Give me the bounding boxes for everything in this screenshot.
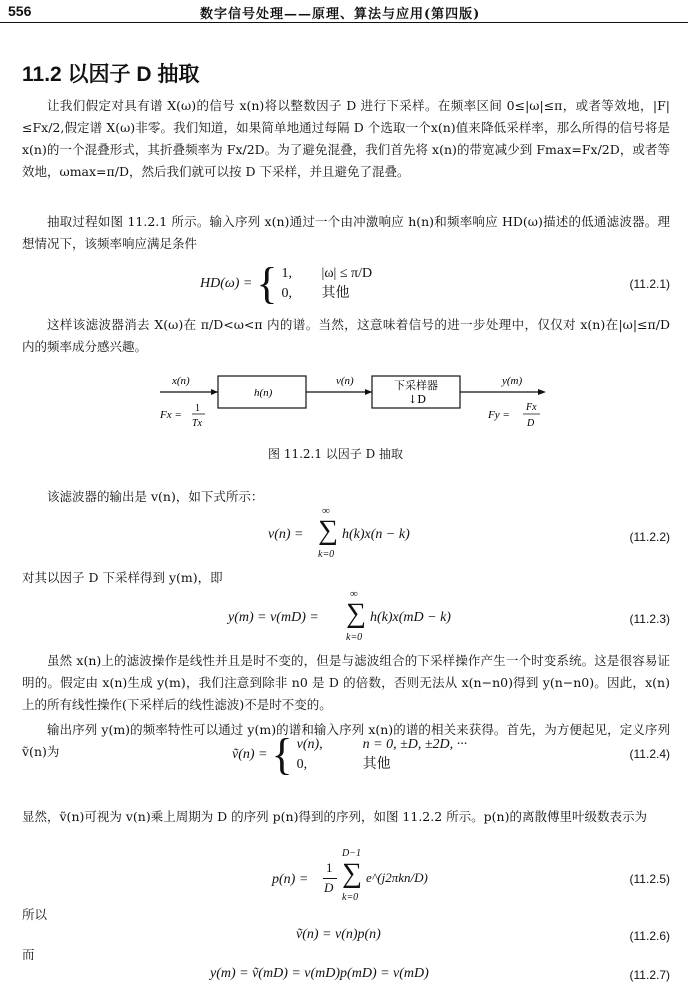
eq5-body: e^(j2πkn/D) <box>366 870 428 885</box>
equation-11-2-3 <box>228 590 508 642</box>
eq5-frac-den: D <box>324 880 334 895</box>
equation-11-2-4 <box>232 730 468 779</box>
eq5-sum-top: D−1 <box>342 848 361 859</box>
eq4-brace: { <box>271 730 293 779</box>
fig-fx-num: 1 <box>195 403 200 414</box>
eq2-body: h(k)x(n − k) <box>342 527 410 542</box>
eq5-sum-bottom: k=0 <box>342 892 359 903</box>
header-rule <box>0 22 688 23</box>
eq5-frac-bar <box>323 878 337 879</box>
eq5-lhs: p(n) = <box>272 872 309 887</box>
arrowhead-2 <box>365 389 372 395</box>
fig-fx-den: Tx <box>192 418 202 429</box>
paragraph-filter-output: 该滤波器的输出是 v(n)，如下式所示： <box>47 489 264 504</box>
fig-fy-label: Fy = <box>488 409 510 421</box>
page-number: 556 <box>8 3 32 19</box>
arrowhead-1 <box>211 389 218 395</box>
paragraph-filter-effect: 这样该滤波器消去 X(ω)在 π/D<ω<π 内的谱。当然，这意味着信号的进一步处理中，仅仅对 x(n)在|ω|≤π/D 内的频率成分感兴趣。 <box>22 317 670 354</box>
running-header-title: 数字信号处理——原理、算法与应用(第四版) <box>200 7 481 22</box>
eq5-sigma: ∑ <box>342 858 362 889</box>
equation-11-2-7: y(m) = ṽ(mD) = v(mD)p(mD) = v(mD) <box>210 966 429 981</box>
fig-fy-den: D <box>527 418 535 429</box>
equation-number: (11.2.2) <box>629 530 670 544</box>
eq3-lhs: y(m) = v(mD) = <box>228 610 319 625</box>
equation-number: (11.2.3) <box>629 612 670 626</box>
eq3-sum-bottom: k=0 <box>346 632 363 643</box>
section-title: 11.2 以因子 D 抽取 <box>22 63 200 86</box>
figure-caption: 图 11.2.1 以因子 D 抽取 <box>268 447 404 461</box>
eq1-cond2: 其他 <box>321 286 350 301</box>
arrowhead-3 <box>538 389 546 395</box>
paragraph-intro: 让我们假定对具有谱 X(ω)的信号 x(n)将以整数因子 D 进行下采样。在频率区间 0≤|ω|≤π，或者等效地，|F|≤Fx/2,假定谱 X(ω)非零。我们知道，如果简单地通过每隔 D 个选取一个x(n)值来降低采样率，那么所得的信号将是 x(n)的一个混叠形式，其折叠频率为 Fx/2D。为了避免混叠，我们首先将 x(n)的带宽减少到 Fmax=Fx/2D，或者等效地，ωmax=π/D，然后我们就可以按 D 下采样，并且避免了混叠。 <box>22 98 670 179</box>
eq3-sigma: ∑ <box>346 598 366 629</box>
eq2-lhs: v(n) = <box>268 527 304 542</box>
fig-downsampler-factor: ↓D <box>408 393 427 406</box>
eq1-case2: 0, <box>281 286 293 301</box>
fig-downsampler-label: 下采样器 <box>394 379 438 392</box>
eq1-lhs: HD(ω) = <box>200 276 253 291</box>
paragraph-frequency-characteristics: 输出序列 y(m)的频率特性可以通过 y(m)的谱和输入序列 x(n)的谱的相关来获得。首先，为方便起见，定义序列 ṽ(n)为 <box>22 722 670 759</box>
eq3-sum-top: ∞ <box>350 588 358 600</box>
eq4-case2: 0, <box>296 757 308 772</box>
eq1-case1: 1, <box>281 266 293 281</box>
equation-number: (11.2.6) <box>629 929 670 943</box>
paragraph-downsample: 对其以因子 D 下采样得到 y(m)，即 <box>22 570 223 585</box>
eq2-sigma: ∑ <box>318 515 338 546</box>
eq1-cond1: |ω| ≤ π/D <box>321 266 373 281</box>
fig-mid-label: v(n) <box>336 375 354 387</box>
paragraph-periodic-sequence: 显然，ṽ(n)可视为 v(n)乘上周期为 D 的序列 p(n)得到的序列，如图 11.2.2 所示。p(n)的离散傅里叶级数表示为 <box>22 809 647 824</box>
paragraph-time-variance: 虽然 x(n)上的滤波操作是线性并且是时不变的，但是与滤波组合的下采样操作产生一个时变系统。这是很容易证明的。假定由 x(n)生成 y(m)，我们注意到除非 n0 是 D 的倍数，否则无法从 x(n−n0)得到 y(n−n0)。因此，x(n)上的所有线性操作(下采样后的线性滤波)不是时不变的。 <box>22 653 670 712</box>
decimation-block-diagram <box>150 370 570 442</box>
eq3-body: h(k)x(mD − k) <box>370 610 451 625</box>
fig-filter-label: h(n) <box>254 387 273 399</box>
equation-number: (11.2.4) <box>629 747 670 761</box>
eq4-cond1: n = 0, ±D, ±2D, ··· <box>362 737 468 752</box>
equation-11-2-5 <box>272 850 472 906</box>
equation-number: (11.2.7) <box>629 968 670 982</box>
fig-input-label: x(n) <box>172 375 190 387</box>
paragraph-therefore: 所以 <box>22 907 48 922</box>
equation-11-2-2 <box>268 507 468 559</box>
eq2-sum-bottom: k=0 <box>318 549 335 560</box>
equation-11-2-1 <box>200 259 373 308</box>
fig-output-label: y(m) <box>502 375 523 387</box>
eq1-brace: { <box>256 259 278 308</box>
eq2-sum-top: ∞ <box>322 505 330 517</box>
equation-number: (11.2.1) <box>629 277 670 291</box>
paragraph-and: 而 <box>22 947 35 962</box>
eq4-lhs: ṽ(n) = <box>232 747 268 762</box>
eq4-case1: v(n), <box>296 737 323 752</box>
eq4-cond2: 其他 <box>362 757 391 772</box>
fig-fx-label: Fx = <box>160 409 182 421</box>
equation-11-2-6: ṽ(n) = v(n)p(n) <box>296 927 381 942</box>
equation-number: (11.2.5) <box>629 872 670 886</box>
eq5-frac-num: 1 <box>326 860 333 875</box>
fig-fy-num: Fx <box>526 402 537 413</box>
paragraph-decimation-process: 抽取过程如图 11.2.1 所示。输入序列 x(n)通过一个由冲激响应 h(n)和频率响应 HD(ω)描述的低通滤波器。理想情况下，该频率响应满足条件 <box>22 214 670 251</box>
